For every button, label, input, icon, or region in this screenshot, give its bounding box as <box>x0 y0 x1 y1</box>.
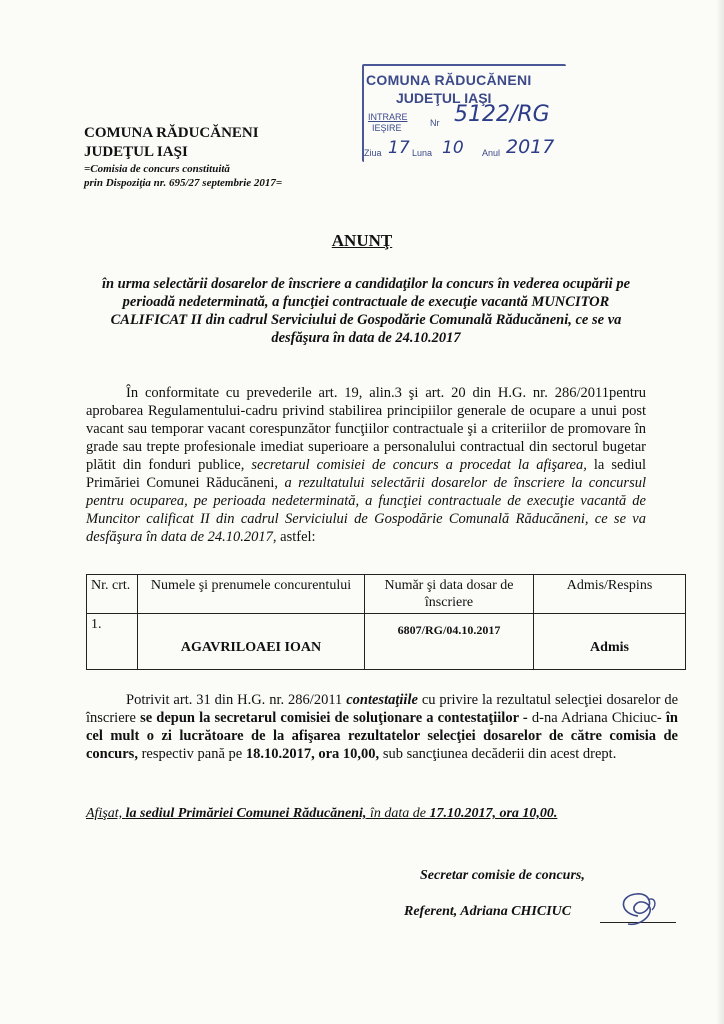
table-row <box>87 614 686 670</box>
stamp-intrare: INTRARE <box>368 112 408 122</box>
stamp-ziua-value: 17 <box>388 138 410 158</box>
table-cell-dosar: 6807/RG/04.10.2017 <box>365 614 534 670</box>
table-header-nr: Nr. crt. <box>87 575 138 614</box>
paragraph-legal-basis: În conformitate cu prevederile art. 19, alin.3 şi art. 20 din H.G. nr. 286/2011pentru aprobarea Regulamentului-cadru privind stabilirea principiilor generale de ocupare a unui post vacant sau temporar vacant corespunzător funcţiilor contractuale şi a criteriilor de promovare în grade sau trepte profesionale imediat superioare a personalului contractual din sectorul bugetar plătit din fonduri publice, secretarul comisiei de concurs a procedat la afişarea, la sediul Primăriei Comunei Răducăneni, a rezultatului selectării dosarelor de înscriere la concursul pentru ocuparea, pe perioada nedeterminată, a funcţiei contractuale de execuţie vacantă de Muncitor calificat II din cadrul Serviciului de Gospodărie Comunală Răducăneni, ce se va desfăşura în data de 24.10.2017, astfel: <box>86 385 646 545</box>
page-edge-shadow <box>716 0 724 1024</box>
signature-name: Referent, Adriana CHICIUC <box>404 904 572 919</box>
stamp-county: JUDEŢUL IAŞI <box>396 90 492 106</box>
header-commune: COMUNA RĂDUCĂNENI <box>84 125 259 141</box>
header-disposition: prin Dispoziţia nr. 695/27 septembrie 2017= <box>84 177 283 189</box>
stamp-luna-value: 10 <box>442 138 464 158</box>
table-cell-name: AGAVRILOAEI IOAN <box>138 614 365 670</box>
header-committee: =Comisia de concurs constituită <box>84 163 230 175</box>
stamp-nr-value: 5122/RG <box>454 102 550 127</box>
table-cell-nr: 1. <box>87 614 138 670</box>
posting-notice: Afişat, la sediul Primăriei Comunei Răducăneni, în data de 17.10.2017, ora 10,00. <box>86 806 558 821</box>
document-subtitle: în urma selectării dosarelor de înscriere a candidaţilor la concurs în vederea ocupării pe perioadă nedeterminată, a funcţiei contractuale de execuţie vacantă MUNCITOR CALIFICAT II din cadrul Serviciului de Gospodărie Comunală Răducăneni, ce se va desfăşura în data de 24.10.2017 <box>101 276 631 346</box>
document-header <box>84 124 282 190</box>
header-county: JUDEŢUL IAŞI <box>84 144 188 160</box>
table-header-status: Admis/Respins <box>534 575 686 614</box>
stamp-nr-label: Nr <box>430 118 440 128</box>
stamp-anul-label: Anul <box>482 148 501 158</box>
table-header-dosar: Număr şi data dosar de înscriere <box>365 575 534 614</box>
paragraph-contestations: Potrivit art. 31 din H.G. nr. 286/2011 contestaţiile cu privire la rezultatul selecţiei dosarelor de înscriere se depun la secretarul comisiei de soluţionare a contestaţiilor - d-na Adriana Chiciuc- în cel mult o zi lucrătoare de la afişarea rezultatelor selecţiei dosarelor de către comisia de concurs, respectiv pană pe 18.10.2017, ora 10,00, sub sancţiunea decăderii din acest drept. <box>86 692 679 762</box>
document-title: ANUNŢ <box>331 231 393 250</box>
stamp-luna-label: Luna <box>412 148 433 158</box>
stamp-commune: COMUNA RĂDUCĂNENI <box>366 72 532 88</box>
table-cell-status: Admis <box>534 614 686 670</box>
stamp-anul-value: 2017 <box>506 136 555 158</box>
table-header-row <box>87 575 686 614</box>
handwritten-signature-icon <box>610 886 680 936</box>
results-table <box>86 574 686 670</box>
table-header-name: Numele şi prenumele concurentului <box>138 575 365 614</box>
registration-stamp <box>362 64 568 170</box>
stamp-iesire: IEŞIRE <box>372 123 402 133</box>
signature-role: Secretar comisie de concurs, <box>420 868 585 883</box>
stamp-ziua-label: Ziua <box>364 148 382 158</box>
